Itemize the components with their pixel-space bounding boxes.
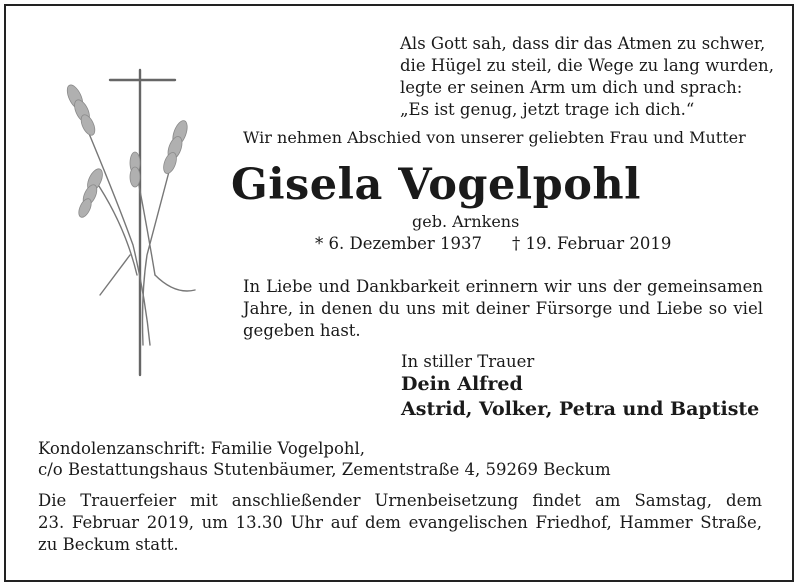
poem-line: Als Gott sah, dass dir das Atmen zu schwer, — [400, 34, 766, 53]
condolence-address — [38, 438, 611, 480]
memorial-text — [243, 276, 763, 342]
ceremony-info — [38, 490, 762, 556]
memorial-line: In Liebe und Dankbarkeit erinnern wir uns der gemeinsamen — [243, 277, 763, 296]
mourners-intro: In stiller Trauer — [401, 352, 535, 371]
birth-name: geb. Arnkens — [412, 212, 520, 231]
ceremony-line: 23. Februar 2019, um 13.30 Uhr auf dem evangelischen Friedhof, Hammer Straße, — [38, 513, 762, 532]
memorial-line: Jahre, in denen du uns mit deiner Fürsorge und Liebe so viel — [243, 299, 763, 318]
ceremony-line: Die Trauerfeier mit anschließender Urnenbeisetzung findet am Samstag, dem — [38, 491, 762, 510]
condolence-line: Kondolenzanschrift: Familie Vogelpohl, — [38, 439, 366, 458]
poem — [400, 33, 774, 121]
birth-date: * 6. Dezember 1937 — [315, 234, 483, 253]
life-dates — [315, 234, 671, 253]
farewell-intro: Wir nehmen Abschied von unserer geliebten Frau und Mutter — [243, 128, 746, 147]
poem-line: legte er seinen Arm um dich und sprach: — [400, 78, 743, 97]
cross-with-wheat-icon — [55, 45, 215, 390]
poem-line: „Es ist genug, jetzt trage ich dich.“ — [400, 100, 695, 119]
mourner-name: Astrid, Volker, Petra und Baptiste — [401, 398, 760, 420]
poem-line: die Hügel zu steil, die Wege zu lang wurden, — [400, 56, 774, 75]
condolence-line: c/o Bestattungshaus Stutenbäumer, Zementstraße 4, 59269 Beckum — [38, 460, 611, 479]
ceremony-line: zu Beckum statt. — [38, 535, 179, 554]
memorial-line: gegeben hast. — [243, 321, 361, 340]
mourner-name: Dein Alfred — [401, 373, 523, 395]
death-date: † 19. Februar 2019 — [512, 234, 672, 253]
deceased-name: Gisela Vogelpohl — [231, 160, 641, 210]
